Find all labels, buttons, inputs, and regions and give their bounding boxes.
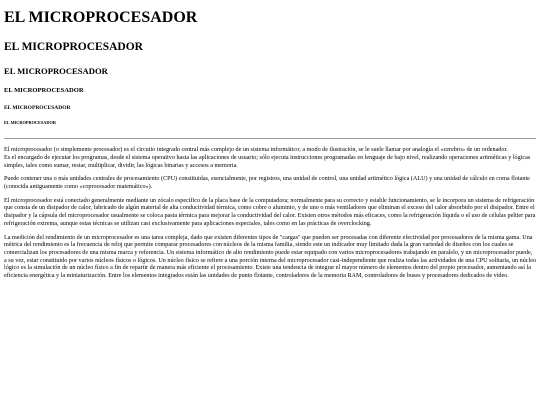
- heading-level-1: EL MICROPROCESADOR: [4, 9, 198, 26]
- horizontal-rule: [4, 138, 536, 139]
- paragraph-cooling: El microprocesador está conectado generalmente mediante un zócalo específico de la placa base de la computadora; normalmente para su correcto y estable funcionamiento, se le incorpora un sistema de refrigeración que consta de un disipador de calor, fabricado de algún material de alta conductividad térmica, como cobre o aluminio, y de uno o más ventiladores que eliminan el exceso del calor absorbido por el disipador. Entre el disipador y la cápsula del microprocesador usualmente se coloca pasta térmica para mejorar la conductividad del calor. Existen otros métodos más eficaces, como la refrigeración líquida o el uso de células peltier para refrigeración extrema, aunque estas técnicas se utilizan casi exclusivamente para aplicaciones especiales, tales como en las prácticas de overclocking.: [4, 197, 536, 227]
- heading-level-4: EL MICROPROCESADOR: [4, 87, 84, 95]
- heading-level-5: EL MICROPROCESADOR: [4, 105, 71, 112]
- paragraph-definition-line-1: El microprocesador (o simplemente procesador) es el circuito integrado central más complejo de un sistema informático; a modo de ilustración, se le suele llamar por analogía el «cerebro» de un ordenador.: [4, 147, 508, 154]
- heading-level-6: EL MICROPROCESADOR: [4, 120, 56, 126]
- paragraph-definition: [4, 147, 536, 170]
- paragraph-cpu-components: Puede contener una o más unidades centrales de procesamiento (CPU) constituidas, esencialmente, por registros, una unidad de control, una unidad aritmético lógica (ALU) y una unidad de cálculo en coma flotante (conocida antiguamente como «coprocesador matemático»).: [4, 176, 530, 191]
- heading-level-3: EL MICROPROCESADOR: [4, 65, 108, 76]
- heading-level-2: EL MICROPROCESADOR: [4, 41, 143, 54]
- paragraph-performance: La medición del rendimiento de un microprocesador es una tarea compleja, dado que existen diferentes tipos de "cargas" que pueden ser procesadas con diferente efectividad por procesadores de la misma gama. Una métrica del rendimiento es la frecuencia de reloj que permite comparar procesadores con núcleos de la misma familia, siendo este un indicador muy limitado dada la gran variedad de diseños con los cuales se comercializan los procesadores de una misma marca y referencia. Un sistema informático de alto rendimiento puede estar equipado con varios microprocesadores trabajando en paralelo, y un microprocesador puede, a su vez, estar constituido por varios núcleos físicos o lógicos. Un núcleo físico se refiere a una porción interna del microprocesador casi-independiente que realiza todas las actividades de una CPU solitaria, un núcleo lógico es la simulación de un núcleo físico a fin de repartir de manera más eficiente el procesamiento. Existe una tendencia de integrar el mayor número de elementos dentro del propio procesador, aumentando así la eficiencia energética y la miniaturización. Entre los elementos integrados están las unidades de punto flotante, controladores de la memoria RAM, controladores de buses y procesadores dedicados de vídeo.: [4, 234, 537, 279]
- paragraph-definition-line-2: Es el encargado de ejecutar los programas, desde el sistema operativo hasta las aplicaciones de usuario; sólo ejecuta instrucciones programadas en lenguaje de bajo nivel, realizando operaciones aritméticas y lógicas simples, tales como sumar, restar, multiplicar, dividir, las lógicas binarias y accesos a memoria.: [4, 155, 531, 169]
